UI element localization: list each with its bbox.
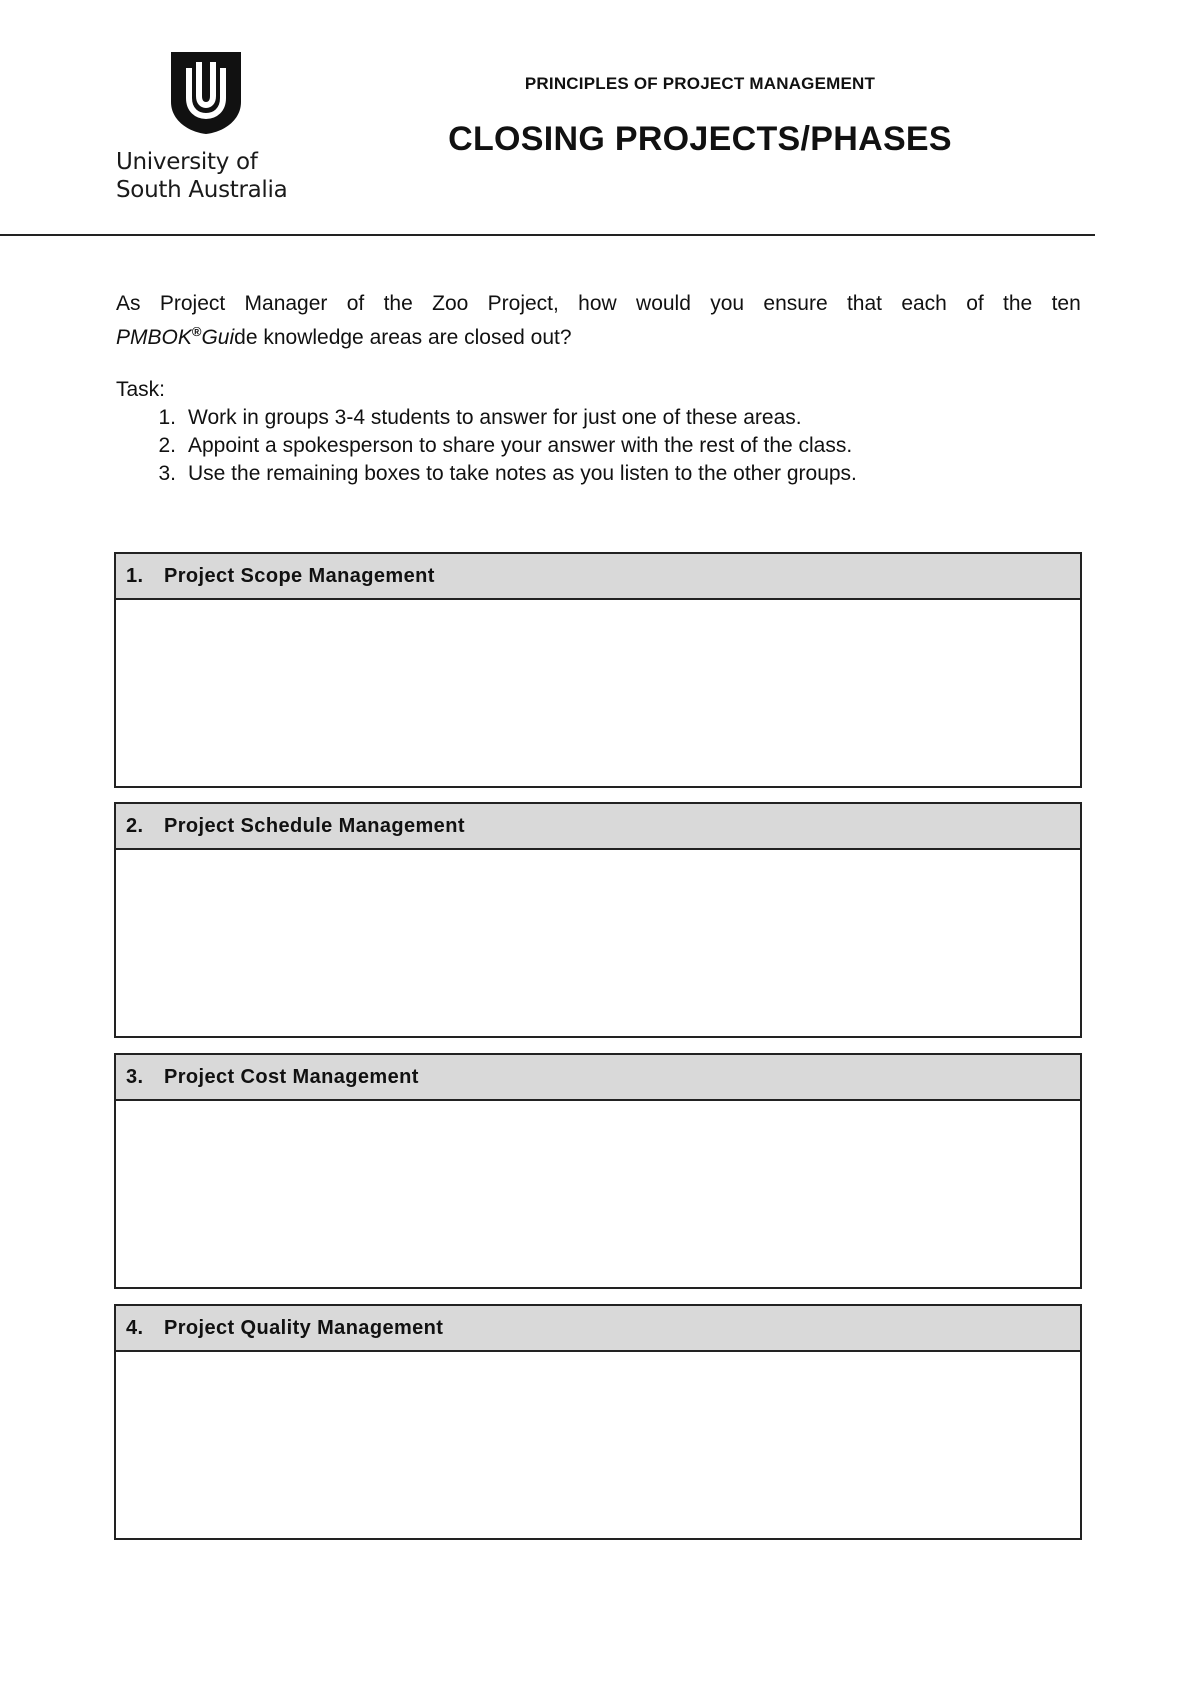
knowledge-area-box (114, 1304, 1082, 1540)
area-title: Project Quality Management (164, 1316, 444, 1339)
knowledge-area-header (116, 1306, 1080, 1352)
registered-mark: ® (191, 324, 202, 339)
intro-paragraph (116, 290, 1081, 352)
intro-word: Zoo (432, 292, 469, 315)
notes-area[interactable] (116, 1352, 1080, 1538)
knowledge-area-header (116, 554, 1080, 600)
area-title: Project Schedule Management (164, 814, 465, 837)
intro-word: how (578, 292, 617, 315)
knowledge-area-box (114, 552, 1082, 788)
intro-word: ten (1051, 292, 1081, 315)
logo-line-2: South Australia (116, 177, 288, 203)
task-item (116, 404, 1081, 432)
area-title: Project Cost Management (164, 1065, 419, 1088)
logo-wordmark (116, 148, 287, 204)
intro-word: would (636, 292, 691, 315)
task-list (116, 404, 1081, 488)
intro-word: As (116, 292, 141, 315)
intro-word: that (846, 292, 882, 315)
document-title: CLOSING PROJECTS/PHASES (448, 120, 952, 158)
university-logo (116, 50, 296, 210)
task-text: Appoint a spokesperson to share your answer with the rest of the class. (188, 434, 853, 457)
task-text: Work in groups 3-4 students to answer for just one of these areas. (188, 406, 802, 429)
knowledge-area-box (114, 802, 1082, 1038)
intro-word: each (901, 292, 947, 315)
task-section (116, 376, 1081, 488)
intro-word: you (710, 292, 745, 315)
task-number: 2. (158, 434, 176, 457)
intro-line-1 (116, 290, 1081, 318)
task-number: 1. (158, 406, 176, 429)
intro-word: ensure (763, 292, 828, 315)
notes-area[interactable] (116, 600, 1080, 786)
intro-word: Project (159, 292, 226, 315)
area-title: Project Scope Management (164, 564, 435, 587)
knowledge-area-header (116, 804, 1080, 850)
intro-word: Project, (487, 292, 559, 315)
notes-area[interactable] (116, 850, 1080, 1036)
area-number: 3. (126, 1065, 144, 1088)
intro-word: the (1003, 292, 1033, 315)
intro-rest-text: de knowledge areas are closed out? (234, 326, 572, 349)
intro-word: of (346, 292, 365, 315)
notes-area[interactable] (116, 1101, 1080, 1287)
task-number: 3. (158, 462, 176, 485)
knowledge-area-box (114, 1053, 1082, 1289)
area-number: 4. (126, 1316, 144, 1339)
task-text: Use the remaining boxes to take notes as you listen to the other groups. (188, 462, 857, 485)
shield-logo-icon (169, 50, 243, 136)
course-title: PRINCIPLES OF PROJECT MANAGEMENT (524, 74, 876, 93)
task-label: Task: (116, 378, 166, 401)
pmbok-text: PMBOK (116, 326, 192, 349)
task-item (116, 460, 1081, 488)
intro-word: the (383, 292, 413, 315)
logo-line-1: University of (116, 149, 258, 175)
guide-text: Gui (201, 326, 235, 349)
document-header (0, 0, 1095, 236)
area-number: 1. (126, 564, 144, 587)
knowledge-area-header (116, 1055, 1080, 1101)
task-item (116, 432, 1081, 460)
intro-word: Manager (244, 292, 328, 315)
intro-word: of (966, 292, 984, 315)
intro-line-2 (116, 318, 1081, 352)
area-number: 2. (126, 814, 144, 837)
